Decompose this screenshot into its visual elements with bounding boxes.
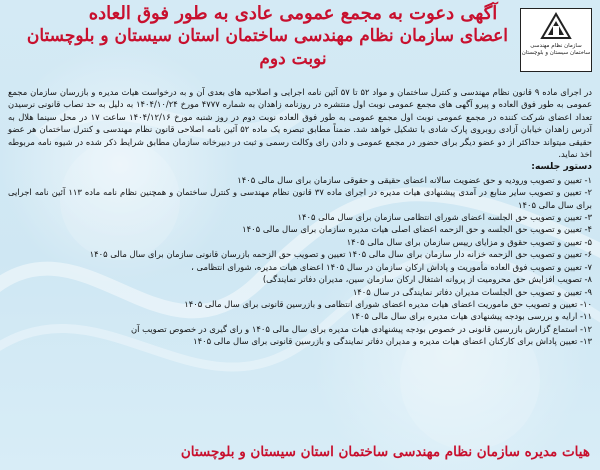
agenda-item: ۹- تعیین و تصویب حق الجلسات مدیران دفاتر نمایندگی در سال ۱۴۰۵ [352, 286, 592, 297]
agenda-item: ۸- تصویب افزایش حق محرومیت از پروانه اشتغال ارکان سازمان سین، مدیران دفاتر نمایندگی) [262, 274, 592, 285]
title-line-1: آگهی دعوت به مجمع عمومی عادی به طور فوق العاده [88, 3, 498, 24]
intro-paragraph: در اجرای ماده ۹ قانون نظام مهندسی و کنترل ساختمان و مواد ۵۲ تا ۵۷ آئین نامه اجرایی و اصلاحیه های بعدی آن و به درخواست هیات مدیره و بازرسان سازمان مجمع عمومی به طور فوق العاده و پیرو آگهی های مجمع عمومی نوبت اول منتشره در روزنامه زاهدان به شماره ۴۷۷۷ مورخ ۱۴۰۴/۱۰/۲۴ به دلیل به حد نصاب قانونی نرسیدن تعداد اعضای شرکت کننده در مجمع عمومی نوبت اول مجمع عمومی به طور فوق العاده نوبت دوم در روز شنبه مورخ ۱۴۰۴/۱۲/۱۶ ساعت ۱۷ در محل سینما هلال به آدرس زاهدان خیابان آزادی روبروی پارک شادی با تشکیل خواهد شد. ضمناً مطابق تبصره یک ماده ۵۲ آئین نامه اصلاحی قانون نظام مهندسی و کنترل ساختمان هر عضو حقیقی میتواند حداکثر از دو عضو دیگر برای حضور در مجمع عمومی و دادن رای وکالت رسمی و ثبت در دبیرخانه سازمان مطابق شرایط ذکر شده در شیوه نامه مربوطه اخذ نماید. [8, 87, 592, 160]
ad-header [0, 2, 600, 90]
engineering-emblem-icon [539, 12, 573, 42]
agenda-item: ۱۲- استماع گزارش بازرسین قانونی در خصوص بودجه پیشنهادی هیات مدیره برای سال مالی ۱۴۰۵ و رای گیری در خصوص تصویب آن [130, 323, 592, 334]
agenda-item: ۳- تعیین و تصویب حق الجلسه اعضای شورای انتظامی سازمان برای سال مالی ۱۴۰۵ [297, 212, 592, 223]
title-line-2: اعضای سازمان نظام مهندسی ساختمان استان سیستان و بلوچستان [26, 26, 508, 46]
signature-line: هیات مدیره سازمان نظام مهندسی ساختمان استان سیستان و بلوچستان [180, 444, 590, 460]
organization-logo [520, 8, 592, 72]
agenda-item: ۱۰- تعیین و تصویب حق ماموریت اعضای هیات مدیره اعضای شورای انتظامی و بازرسین قانونی برای سال مالی ۱۴۰۵ [184, 298, 592, 309]
agenda-list [8, 174, 592, 348]
agenda-item: ۲- تعیین و تصویب سایر منابع در آمدی پیشنهادی هیات مدیره در اجرای ماده ۳۷ قانون نظام مهندسی و کنترل ساختمان و همچنین نظام نامه ماده ۱۱۳ آئین نامه اجرایی برای سال مالی ۱۴۰۵ [8, 187, 592, 210]
ad-body [8, 86, 592, 348]
agenda-item: ۶- تعیین و تصویب حق الزحمه خزانه دار سازمان برای سال مالی ۱۴۰۵ تعیین و تصویب حق الزحمه بازرسان قانونی سازمان برای سال مالی ۱۴۰۵ [89, 249, 592, 260]
agenda-item: ۵- تعیین و تصویب حقوق و مزایای رییس سازمان برای سال مالی ۱۴۰۵ [346, 236, 592, 247]
agenda-item: ۱۱- ارایه و بررسی بودجه پیشنهادی هیات مدیره برای سال مالی ۱۴۰۵ [350, 311, 592, 322]
agenda-item: ۷- تعیین و تصویب فوق العاده مأموریت و پاداش ارکان سازمان در سال ۱۴۰۵ اعضای هیات مدیره، شورای انتظامی ، [191, 261, 592, 272]
agenda-heading: دستور جلسه: [531, 161, 592, 173]
ad-title [26, 2, 508, 71]
agenda-item: ۴- تعیین و تصویب حق الجلسه و حق الزحمه اعضای اصلی هیات مدیره سازمان برای سال مالی ۱۴۰۵ [242, 224, 592, 235]
agenda-item: ۱۳- تعیین پاداش برای کارکنان اعضای هیات مدیره و مدیران دفاتر نمایندگی و بازرسین قانونی برای سال مالی ۱۴۰۵ [193, 336, 592, 347]
agenda-item: ۱- تعیین و تصویب ورودیه و حق عضویت سالانه اعضای حقیقی و حقوقی سازمان برای سال مالی ۱۴۰۵ [237, 174, 592, 185]
logo-caption: سازمان نظام مهندسی ساختمان سیستان و بلوچستان [521, 43, 591, 56]
title-line-3: نوبت دوم [259, 49, 327, 69]
